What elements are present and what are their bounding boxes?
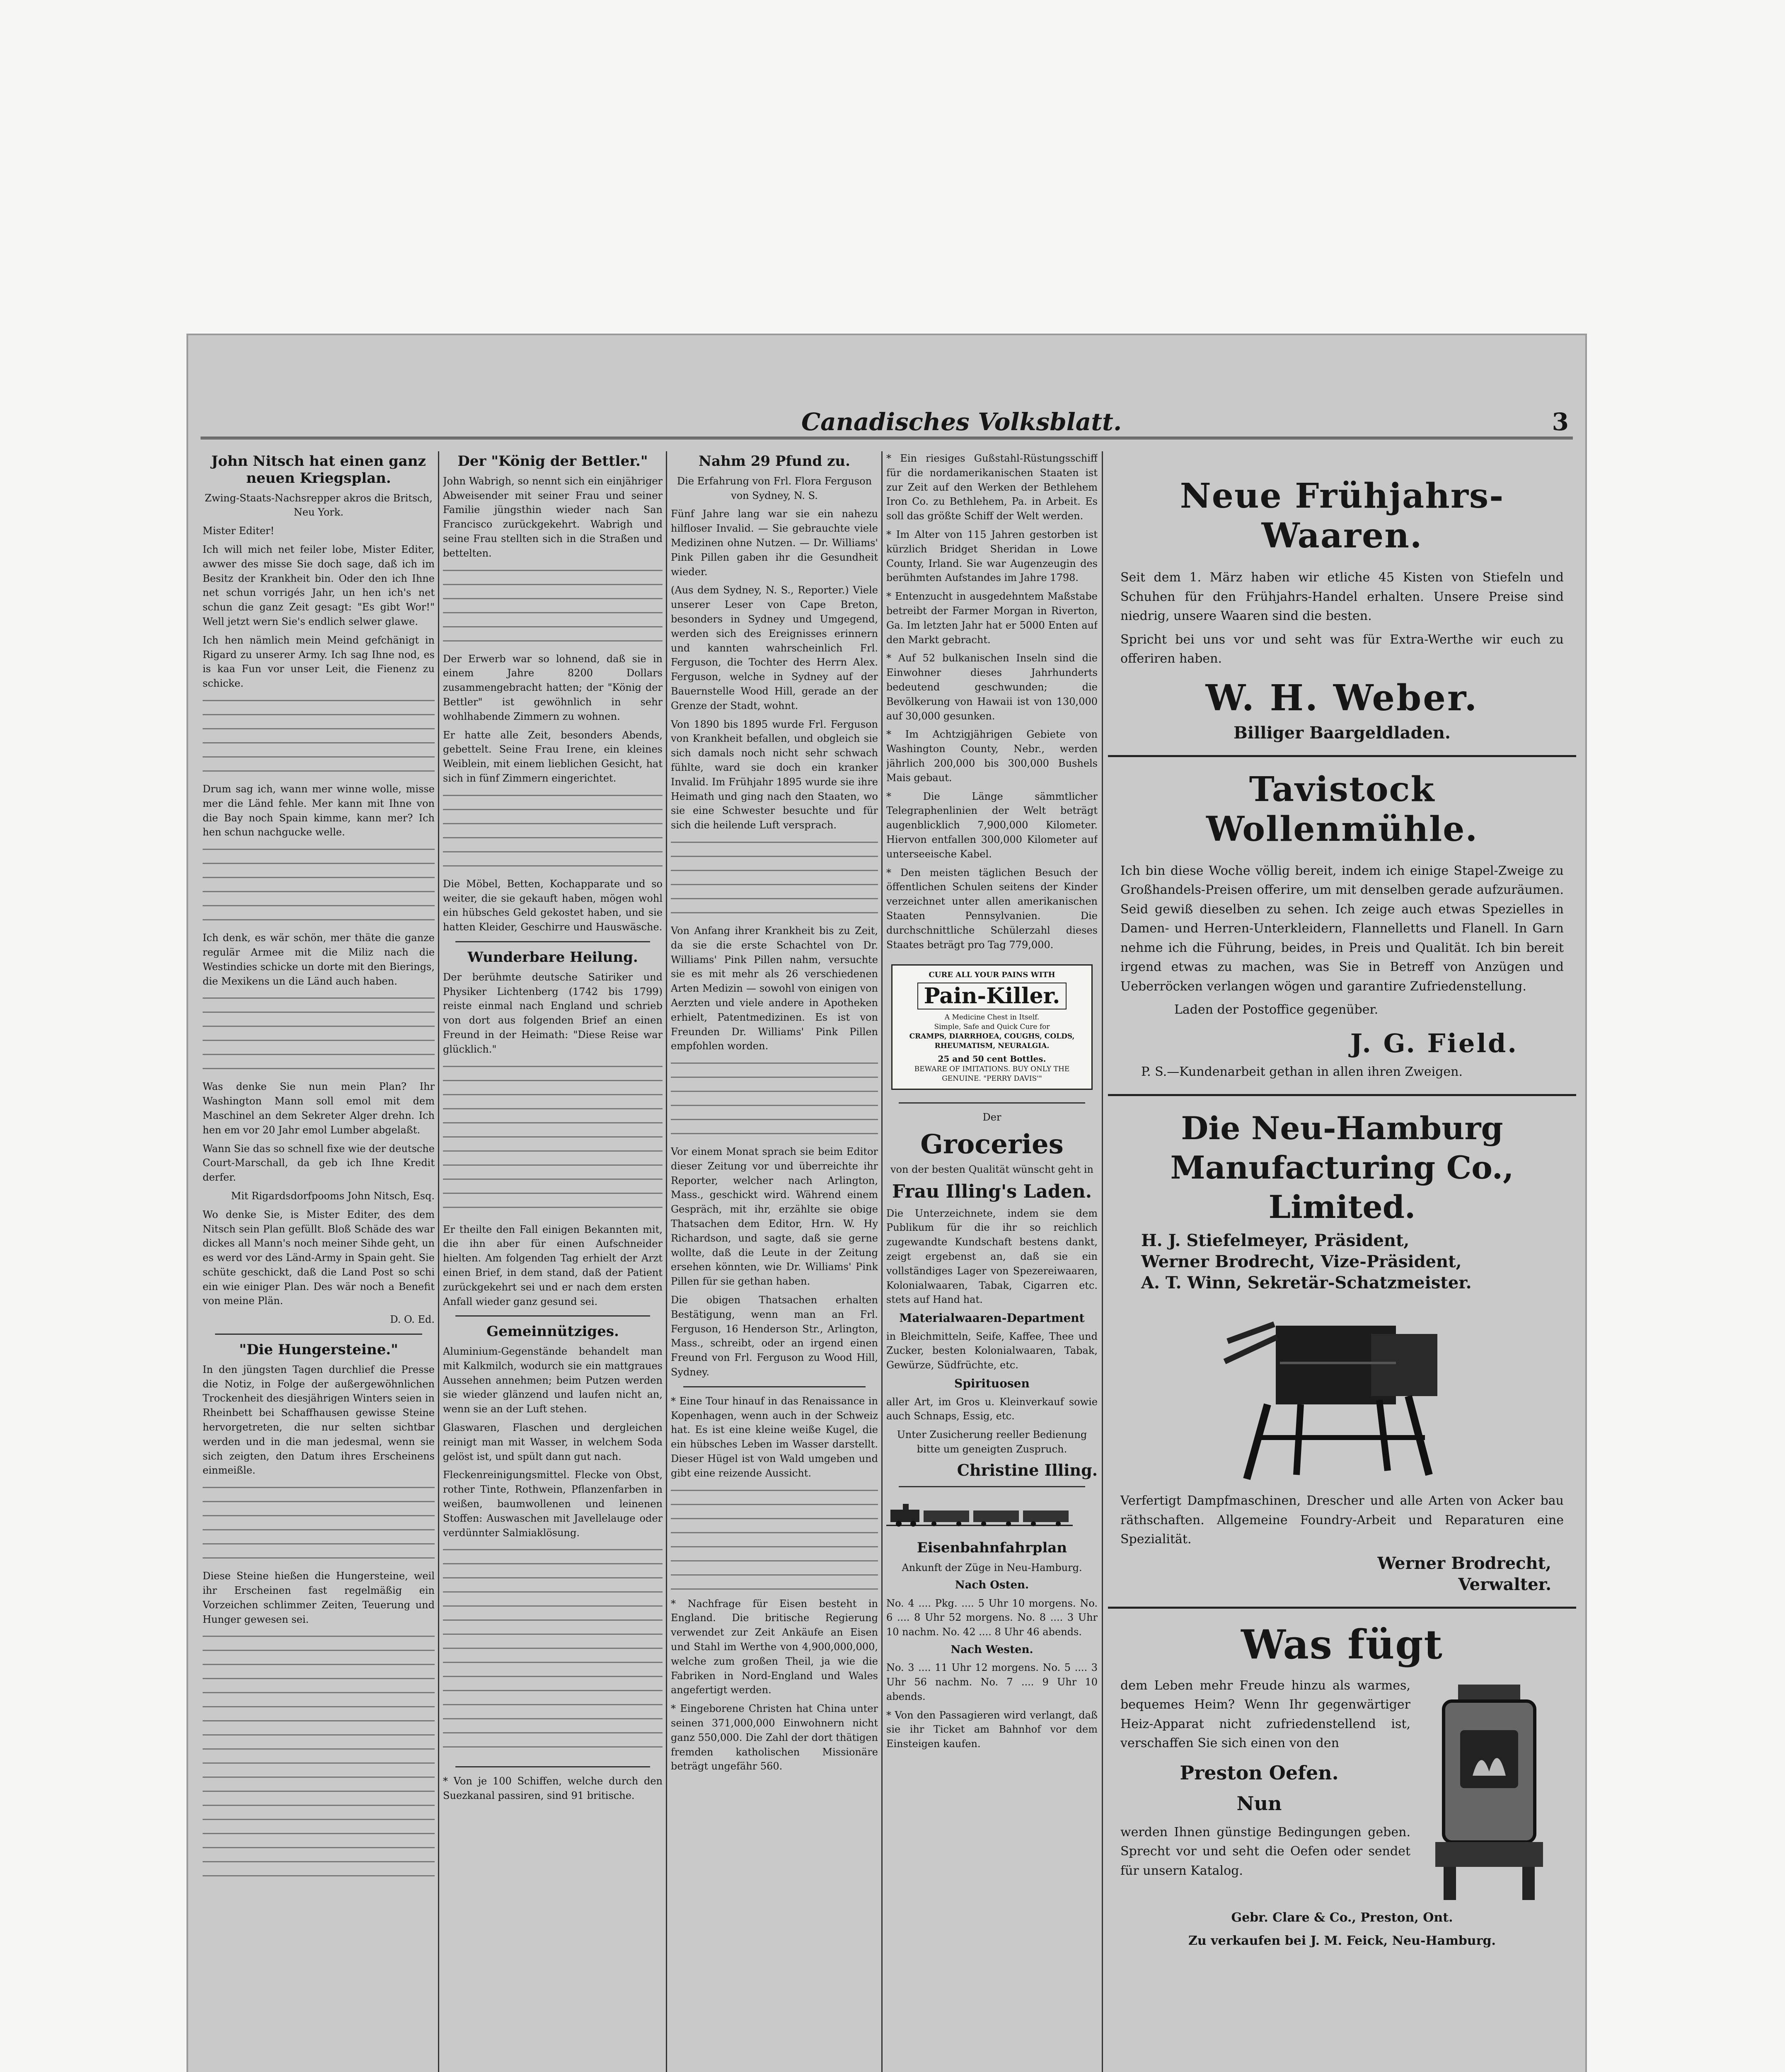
- shop-name: Frau Illing's Laden.: [892, 1181, 1092, 1202]
- ad-tagline: CURE ALL YOUR PAINS WITH: [929, 971, 1055, 980]
- ad-maker: Gebr. Clare & Co., Preston, Ont.: [1231, 1910, 1453, 1925]
- article-paragraph: Wo denke Sie, is Mister Editer, des dem Nitsch sein Plan gefüllt. Bloß Schäde des war dickes all Mann's noch meiner Sihde geht, un es werd vor des Länd-Army in Spain geht. Sie schüte geschickt, daß die Land Post so schi ein wie einiger Plan. Des wär noch a Benefit von meine Plän.: [203, 1208, 435, 1307]
- company-officer: A. T. Winn, Sekretär-Schatzmeister.: [1141, 1273, 1472, 1293]
- ad-text: Nun: [1236, 1792, 1282, 1815]
- article-paragraph: Der berühmte deutsche Satiriker und Physiker Lichtenberg (1742 bis 1799) reiste einmal nach England und schrieb von dort aus folgenden Brief an einen Freund in der Heimath: "Diese Reise war glücklich.": [443, 971, 663, 1055]
- ad-text: BEWARE OF IMITATIONS. BUY ONLY THE GENUINE. "PERRY DAVIS'": [914, 1065, 1070, 1083]
- news-item: * Die Länge sämmtlicher Telegraphenlinien der Welt beträgt augenblicklich 7,900,000 Kilometer. Hiervon entfallen 300,000 Kilometer auf unterseeische Kabel.: [886, 790, 1098, 860]
- ad-text: CRAMPS, DIARRHOEA, COUGHS, COLDS, RHEUMATISM, NEURALGIA.: [909, 1032, 1075, 1051]
- illegible-text: [671, 1058, 878, 1140]
- divider: [899, 1102, 1085, 1104]
- ad-text: P. S.—Kundenarbeit gethan in allen ihren Zweigen.: [1141, 1064, 1463, 1079]
- column-rule: [438, 451, 439, 2072]
- article-paragraph: Fleckenreinigungsmittel. Flecke von Obst, rother Tinte, Rothwein, Pflanzenfarben in weißen, baumwollenen und leinenen Stoffen: Auswaschen mit Javellelauge oder verdünnter Salmiaklösung.: [443, 1469, 663, 1539]
- article-paragraph: Was denke Sie nun mein Plan? Ihr Washington Mann soll emol mit dem Maschinel an dem Sekreter Alger drehn. Ich hen em vor 20 Jahr emol Lumber abgelaßt.: [203, 1081, 435, 1136]
- article-paragraph: Ich will mich net feiler lobe, Mister Editer, awwer des misse Sie doch sage, daß ich im Besitz der Krankheit bin. Oder den ich Ihne net schun vorrigés Jahr, un hen ich's net schun die ganz Zeit gesagt: "Es gibt Wor!" Well jetzt wern Sie's endlich selwer glawe.: [203, 543, 435, 627]
- company-officer: H. J. Stiefelmeyer, Präsident,: [1141, 1231, 1410, 1250]
- ad-text: Verfertigt Dampfmaschinen, Drescher und alle Arten von Acker bau räthschaften. Allgemeine Foundry-Arbeit und Reparaturen eine Spezialität.: [1120, 1493, 1564, 1547]
- article-paragraph: Von 1890 bis 1895 wurde Frl. Ferguson von Krankheit befallen, und obgleich sie sich damals noch nicht sehr schwach fühlte, ward sie doch ein kranker Invalid. Im Frühjahr 1895 wurde sie ihre Heimath und ging nach den Staaten, wo sie eine Schwester besuchte und für sich die heilende Luft versprach.: [671, 718, 878, 831]
- ad-subheading: Materialwaaren-Department: [899, 1311, 1085, 1325]
- timetable-note: * Von den Passagieren wird verlangt, daß sie ihr Ticket am Bahnhof vor dem Einsteigen kaufen.: [886, 1709, 1098, 1750]
- ad-text: aller Art, im Gros u. Kleinverkauf sowie auch Schnaps, Essig, etc.: [886, 1396, 1098, 1422]
- article-byline: Zwing-Staats-Nachsrepper akros die Britsch, Neu York.: [205, 492, 433, 518]
- illegible-text: [443, 1544, 663, 1760]
- article-signature: D. O. Ed.: [390, 1314, 435, 1326]
- column-rule: [666, 451, 667, 2072]
- ad-text: Der: [982, 1111, 1001, 1123]
- news-item: * Den meisten täglichen Besuch der öffentlichen Schulen seitens der Kinder verzeichnet unter allen amerikanischen Staaten Pennsylvanien. Die durchschnittliche Schülerzahl dieses Staates beträgt pro Tag 779,000.: [886, 867, 1098, 951]
- article-paragraph: * Von je 100 Schiffen, welche durch den Suezkanal passiren, sind 91 britische.: [443, 1775, 663, 1802]
- article-paragraph: Fünf Jahre lang war sie ein nahezu hilfloser Invalid. — Sie gebrauchte viele Medizinen ohne Nutzen. — Dr. Williams' Pink Pillen gaben ihr die Gesundheit wieder.: [671, 508, 878, 578]
- divider: [455, 1315, 650, 1317]
- ad-heading: Neue Frühjahrs-Waaren.: [1180, 476, 1504, 556]
- news-item: * Im Alter von 115 Jahren gestorben ist kürzlich Bridget Sheridan in Lowe County, Irland. Sie war Augenzeugin des berühmten Aufstandes im Jahre 1798.: [886, 528, 1098, 584]
- article-paragraph: John Wabrigh, so nennt sich ein einjähriger Abweisender mit seiner Frau und seiner Familie jüngsthin wieder nach San Francisco zurückgekehrt. Wabrigh und seine Frau stellten sich in die Straßen und bettelten.: [443, 475, 663, 559]
- article-paragraph: Wann Sie das so schnell fixe wie der deutsche Court-Marschall, da geb ich Ihne Kredit derfer.: [203, 1143, 435, 1184]
- article-paragraph: Ich denk, es wär schön, mer thäte die ganze regulär Armee mit die Miliz nach die Westindies schicke un dorte mit den Bierings, die Mexikens un die Länd auch haben.: [203, 932, 435, 987]
- ad-divider: [1108, 1607, 1576, 1609]
- illegible-text: [443, 565, 663, 648]
- masthead: [201, 408, 1573, 439]
- article-paragraph: Er theilte den Fall einigen Bekannten mit, die ihn aber für einen Aufschneider hielten. Am folgenden Tag erhielt der Arzt einen Brief, in dem stand, daß der Patient zurückgekehrt sei und er nach dem ersten Anfall wieder ganz gesund sei.: [443, 1223, 663, 1307]
- article-heading: Gemeinnütziges.: [486, 1323, 619, 1340]
- illegible-text: [671, 1485, 878, 1593]
- groceries-heading: Groceries: [920, 1128, 1064, 1160]
- timetable-rows: No. 4 .... Pkg. .... 5 Uhr 10 morgens. No. 6 .... 8 Uhr 52 morgens. No. 8 .... 3 Uhr 10 nachm. No. 42 .... 8 Uhr 46 abends.: [886, 1597, 1098, 1638]
- news-item: * Ein riesiges Gußstahl-Rüstungsschiff für die nordamerikanischen Staaten ist zur Zeit auf den Werken der Bethlehem Iron Co. zu Bethlehem, Pa. in Arbeit. Es soll das größte Schiff der Welt werden.: [886, 453, 1098, 522]
- ad-text: dem Leben mehr Freude hinzu als warmes, bequemes Heim? Wenn Ihr gegenwärtiger Heiz-Apparat nicht zufriedenstellend ist, verschaffen Sie sich einen von den: [1120, 1678, 1410, 1750]
- timetable-subheading: Ankunft der Züge in Neu-Hamburg.: [902, 1561, 1082, 1573]
- ad-divider: [1108, 1094, 1576, 1096]
- article-paragraph: Vor einem Monat sprach sie beim Editor dieser Zeitung vor und überreichte ihr Reporter, welcher nach Arlington, Mass., geschickt wird. Während einem Gespräch, mit ihr, erzählte sie obige Thatsachen dem Editor, Hrn. W. Hy Richardson, und sagte, daß sie gerne wollte, daß die Leute in der Zeitung ersehen könnten, wie Dr. Williams' Pink Pillen für sie gethan haben.: [671, 1146, 878, 1288]
- news-item: * Im Achtzigjährigen Gebiete von Washington County, Nebr., werden jährlich 200,000 bis 300,000 Bushels Mais gebaut.: [886, 729, 1098, 784]
- article-paragraph: Mister Editer!: [203, 525, 275, 537]
- ad-product-name: Preston Oefen.: [1180, 1761, 1339, 1784]
- article-paragraph: Die obigen Thatsachen erhalten Bestätigung, wenn man an Frl. Ferguson, 16 Henderson Str., Arlington, Mass., schreibt, oder an irgend einen Freund von Frl. Ferguson zu Wood Hill, Sydney.: [671, 1294, 878, 1378]
- article-paragraph: * Eine Tour hinauf in das Renaissance in Kopenhagen, wenn auch in der Schweiz hat. Es ist eine kleine weiße Kugel, die ein hübsches Leben im Wasser darstellt. Dieser Hügel ist von Wald umgeben und gibt eine reizende Aussicht.: [671, 1395, 878, 1479]
- article-paragraph: Diese Steine hießen die Hungersteine, weil ihr Erscheinen fast regelmäßig ein Vorzeichen schlimmer Zeiten, Teuerung und Hunger gewesen sei.: [203, 1570, 435, 1625]
- ad-heading: Die Neu-Hamburg Manufacturing Co., Limited.: [1170, 1110, 1514, 1225]
- article-paragraph: (Aus dem Sydney, N. S., Reporter.) Viele unserer Leser von Cape Breton, besonders in Sydney und Umgegend, werden sich des Ereignisses erinnern und kannten wahrscheinlich Frl. Ferguson, die Tochter des Herrn Alex. Ferguson, welche in Sydney auf der Bauernstelle Wood Hill, gerade an der Grenze der Stadt, wohnt.: [671, 584, 878, 712]
- ad-heading: Tavistock Wollenmühle.: [1206, 769, 1478, 849]
- ad-text: Laden der Postoffice gegenüber.: [1174, 1002, 1379, 1017]
- article-heading: "Die Hungersteine.": [239, 1341, 398, 1358]
- illegible-text: [203, 992, 435, 1075]
- ad-text: A Medicine Chest in Itself.: [944, 1013, 1040, 1022]
- ad-text: werden Ihnen günstige Bedingungen geben. Sprecht vor und seht die Oefen oder sendet für unsern Katalog.: [1120, 1825, 1410, 1878]
- illegible-text: [203, 1631, 435, 1879]
- painkiller-ad: [891, 964, 1093, 1090]
- timetable-direction: Nach Westen.: [951, 1644, 1033, 1656]
- article-paragraph: In den jüngsten Tagen durchlief die Presse die Notiz, in Folge der außergewöhnlichen Trockenheit des diesjährigen Winters seien in Rheinbett bei Schaffhausen gewisse Steine hervorgetreten, die nur selten sichtbar werden und in die man jedesmal, wenn sie sich zeigten, den Datum ihres Erscheinens einmeißle.: [203, 1363, 435, 1477]
- ad-signature: Christine Illing.: [957, 1460, 1098, 1479]
- article-paragraph: Ich hen nämlich mein Meind gefchänigt in Rigard zu unserer Army. Ich sag Ihne nod, es is kaa Fun vor unser Leit, die Fienenz zu schicke.: [203, 634, 435, 690]
- article-paragraph: Der Erwerb war so lohnend, daß sie in einem Jahre 8200 Dollars zusammengebracht hatten; der "König der Bettler" ist gewöhnlich in sehr wohlhabende Zimmern zu wohnen.: [443, 653, 663, 722]
- article-paragraph: * Nachfrage für Eisen besteht in England. Die britische Regierung verwendet zur Zeit Ankäufe an Eisen und Stahl im Werthe von 4,900,000,000, welche zum großen Theil, ja wie die Fabriken in Nord-England und Wales angefertigt werden.: [671, 1598, 878, 1696]
- article-paragraph: Glaswaren, Flaschen und dergleichen reinigt man mit Wasser, in welchem Soda gelöst ist, und spült dann gut nach.: [443, 1422, 663, 1462]
- column-1: [203, 451, 435, 2072]
- illegible-text: [203, 695, 435, 778]
- column-3: [671, 451, 878, 2072]
- illegible-text: [443, 790, 663, 873]
- news-item: * Auf 52 bulkanischen Inseln sind die Einwohner dieses Jahrhunderts bedeutend geschwunden; die Bevölkerung von Hawaii ist von 130,000 auf 30,000 gesunken.: [886, 652, 1098, 722]
- illegible-text: [203, 844, 435, 927]
- article-signature: Mit Rigardsdorfpooms John Nitsch, Esq.: [231, 1190, 435, 1202]
- ad-signature: Werner Brodrecht,: [1377, 1553, 1551, 1573]
- page-number: 3: [1552, 408, 1569, 436]
- thresher-machine-illustration: [1214, 1301, 1471, 1483]
- stove-illustration: [1419, 1676, 1560, 1908]
- ad-signature: Verwalter.: [1458, 1574, 1551, 1594]
- article-heading: Der "König der Bettler.": [457, 453, 648, 470]
- timetable-rows: No. 3 .... 11 Uhr 12 morgens. No. 5 .... 3 Uhr 56 nachm. No. 7 .... 9 Uhr 10 abends.: [886, 1662, 1098, 1702]
- article-paragraph: Drum sag ich, wann mer winne wolle, misse mer die Länd fehle. Mer kann mit Ihne von die Bay noch Spain kimme, kann mer? Ich hen schun nachgucke welle.: [203, 783, 435, 838]
- column-4: [886, 451, 1098, 2072]
- column-2: [443, 451, 663, 2072]
- article-paragraph: Er hatte alle Zeit, besonders Abends, gebettelt. Seine Frau Irene, ein kleines Weiblein, mit einem lieblichen Gesicht, hat sich in fünf Zimmern eingerichtet.: [443, 729, 663, 784]
- divider: [683, 1386, 866, 1387]
- train-icon: [886, 1501, 1073, 1530]
- ad-heading: Was fügt: [1241, 1621, 1443, 1668]
- ad-product-name: Pain-Killer.: [917, 983, 1067, 1009]
- ad-text: Simple, Safe and Quick Cure for: [934, 1023, 1050, 1031]
- ad-subheading: Spirituosen: [954, 1377, 1030, 1391]
- news-item: * Entenzucht in ausgedehntem Maßstabe betreibt der Farmer Morgan in Riverton, Ga. Im letzten Jahr hat er 5000 Enten auf den Markt gebracht.: [886, 591, 1098, 646]
- ad-merchant-name: W. H. Weber.: [1205, 677, 1479, 719]
- ad-divider: [1108, 755, 1576, 757]
- divider: [899, 1486, 1085, 1487]
- illegible-text: [203, 1482, 435, 1565]
- column-rule: [1102, 451, 1103, 2072]
- article-paragraph: Die Möbel, Betten, Kochapparate und so weiter, die sie gekauft haben, mögen wohl ein hübsches Geld gekostet haben, und sie hatten Kleider, Geschirre und Hauswäsche.: [443, 878, 663, 933]
- ad-dealer: Zu verkaufen bei J. M. Feick, Neu-Hamburg.: [1188, 1934, 1496, 1948]
- ad-text: Unter Zusicherung reeller Bedienung bitte um geneigten Zuspruch.: [897, 1429, 1087, 1455]
- article-heading: Wunderbare Heilung.: [467, 949, 638, 966]
- illegible-text: [443, 1061, 663, 1218]
- divider: [455, 941, 650, 942]
- divider: [455, 1766, 650, 1767]
- ad-text: von der besten Qualität wünscht geht in: [890, 1163, 1093, 1175]
- divider: [215, 1334, 422, 1335]
- newspaper-title: Canadisches Volksblatt.: [801, 408, 1122, 436]
- timetable-direction: Nach Osten.: [955, 1579, 1029, 1592]
- ad-text: 25 and 50 cent Bottles.: [938, 1054, 1046, 1064]
- ad-text: Die Unterzeichnete, indem sie dem Publikum für die ihr so reichlich zugewandte Kundschaft bestens dankt, zeigt ergebenst an, daß sie ein vollständiges Lager von Spezereiwaaren, Kolonialwaaren, Tabak, Cigarren etc. stets auf Hand hat.: [886, 1207, 1098, 1306]
- ad-merchant-name: J. G. Field.: [1350, 1028, 1518, 1058]
- article-heading: John Nitsch hat einen ganz neuen Kriegsplan.: [211, 453, 426, 487]
- ad-text: Ich bin diese Woche völlig bereit, indem ich einige Stapel-Zweige zu Großhandels-Preisen offerire, um mit denselben gerade aufzuräumen. Seid gewiß dieselben zu sehen. Ich zeige auch etwas Spezielles in Damen- und Herren-Unterkleidern, Flannelletts und Flanell. In Garn nehme ich die Führung, beides, in Preis und Qualität. Ich bin bereit irgend etwas zu machen, was Sie in Betreff von Anzügen und Ueberröcken verlangen wögen und garantire Zufriedenstellung.: [1120, 863, 1564, 994]
- timetable-heading: Eisenbahnfahrplan: [917, 1539, 1067, 1556]
- company-officer: Werner Brodrecht, Vize-Präsident,: [1141, 1252, 1462, 1271]
- illegible-text: [671, 837, 878, 920]
- ad-text: Spricht bei uns vor und seht was für Extra-Werthe wir euch zu offeriren haben.: [1120, 632, 1564, 666]
- column-rule: [881, 451, 883, 2072]
- ad-text: Seit dem 1. März haben wir etliche 45 Kisten von Stiefeln und Schuhen für den Frühjahrs-Handel erhalten. Unsere Preise sind niedrig, unsere Waaren sind die besten.: [1120, 570, 1564, 623]
- ad-tagline: Billiger Baargeldladen.: [1234, 723, 1451, 743]
- article-paragraph: * Eingeborene Christen hat China unter seinen 371,000,000 Einwohnern nicht ganz 550,000. Die Zahl der dort thätigen fremden katholischen Missionäre beträgt ungefähr 560.: [671, 1703, 878, 1772]
- newspaper-page: [186, 334, 1587, 2072]
- ad-text: in Bleichmitteln, Seife, Kaffee, Thee und Zucker, besten Kolonialwaaren, Tabak, Gewürze, Südfrüchte, etc.: [886, 1330, 1098, 1371]
- article-paragraph: Von Anfang ihrer Krankheit bis zu Zeit, da sie die erste Schachtel von Dr. Williams' Pink Pillen nahm, versuchte sie es mit mehr als 26 verschiedenen Arten Medizin — sowohl von einigen von Aerzten und viele andere in Apotheken erhielt, Patentmedizinen. Es ist von Freunden Dr. Williams' Pink Pillen empfohlen worden.: [671, 925, 878, 1052]
- article-paragraph: Aluminium-Gegenstände behandelt man mit Kalkmilch, wodurch sie ein mattgraues Aussehen annehmen; beim Putzen werden sie wieder glänzend und laufen nicht an, wenn sie an der Luft stehen.: [443, 1346, 663, 1415]
- article-subheading: Die Erfahrung von Frl. Flora Ferguson von Sydney, N. S.: [677, 475, 872, 501]
- article-heading: Nahm 29 Pfund zu.: [699, 453, 850, 470]
- ads-column: [1108, 451, 1576, 2072]
